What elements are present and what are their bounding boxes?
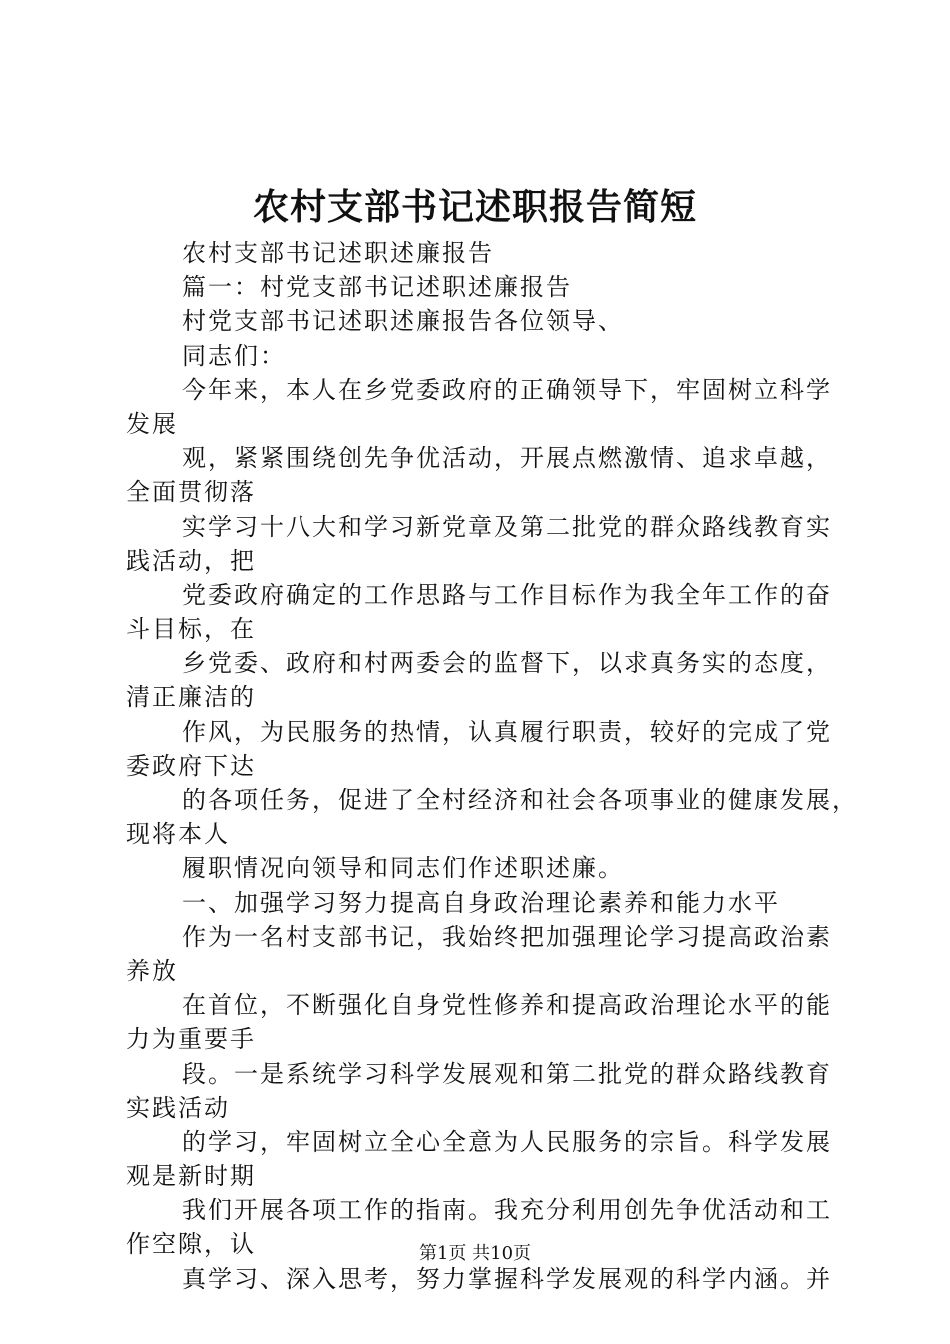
body-line: 发展 (126, 409, 178, 438)
body-line: 党委政府确定的工作思路与工作目标作为我全年工作的奋 (182, 580, 832, 609)
body-line: 的各项任务，促进了全村经济和社会各项事业的健康发展， (182, 786, 858, 814)
body-line: 真学习、深入思考，努力掌握科学发展观的科学内涵。并 (182, 1264, 832, 1293)
body-line: 力为重要手 (126, 1025, 256, 1054)
body-line: 履职情况向领导和同志们作述职述廉。 (182, 854, 624, 883)
body-line: 在首位，不断强化自身党性修养和提高政治理论水平的能 (182, 991, 832, 1020)
body-line: 清正廉洁的 (126, 683, 256, 712)
document-title: 农村支部书记述职报告简短 (252, 186, 697, 228)
body-line: 实学习十八大和学习新党章及第二批党的群众路线教育实 (182, 512, 832, 541)
section-heading: 一、加强学习努力提高自身政治理论素养和能力水平 (182, 888, 780, 917)
body-line: 农村支部书记述职述廉报告 (182, 239, 494, 267)
body-line: 观是新时期 (126, 1162, 256, 1191)
body-line: 乡党委、政府和村两委会的监督下，以求真务实的态度， (182, 649, 832, 678)
body-line: 养放 (126, 956, 178, 985)
body-line: 作为一名村支部书记，我始终把加强理论学习提高政治素 (182, 922, 832, 951)
body-line: 段。一是系统学习科学发展观和第二批党的群众路线教育 (182, 1059, 832, 1088)
document-body (126, 236, 858, 1296)
body-line: 村党支部书记述职述廉报告各位领导、 (182, 307, 624, 336)
body-line: 现将本人 (126, 820, 230, 849)
body-line: 全面贯彻落 (126, 478, 256, 507)
body-line: 篇一：村党支部书记述职述廉报告 (182, 273, 572, 302)
body-line: 观，紧紧围绕创先争优活动，开展点燃激情、追求卓越， (182, 444, 832, 473)
body-line: 作风，为民服务的热情，认真履行职责，较好的完成了党 (182, 717, 832, 746)
body-line: 同志们： (182, 341, 286, 370)
page-footer: 第1页 共10页 (418, 1243, 532, 1264)
body-line: 践活动，把 (126, 546, 256, 575)
body-line: 我们开展各项工作的指南。我充分利用创先争优活动和工 (182, 1196, 832, 1225)
body-line: 实践活动 (126, 1093, 230, 1122)
body-line: 委政府下达 (126, 751, 256, 780)
body-line: 斗目标，在 (126, 615, 256, 644)
body-line: 今年来，本人在乡党委政府的正确领导下，牢固树立科学 (182, 375, 832, 404)
body-line: 的学习，牢固树立全心全意为人民服务的宗旨。科学发展 (182, 1127, 832, 1156)
body-line: 作空隙，认 (126, 1230, 256, 1259)
